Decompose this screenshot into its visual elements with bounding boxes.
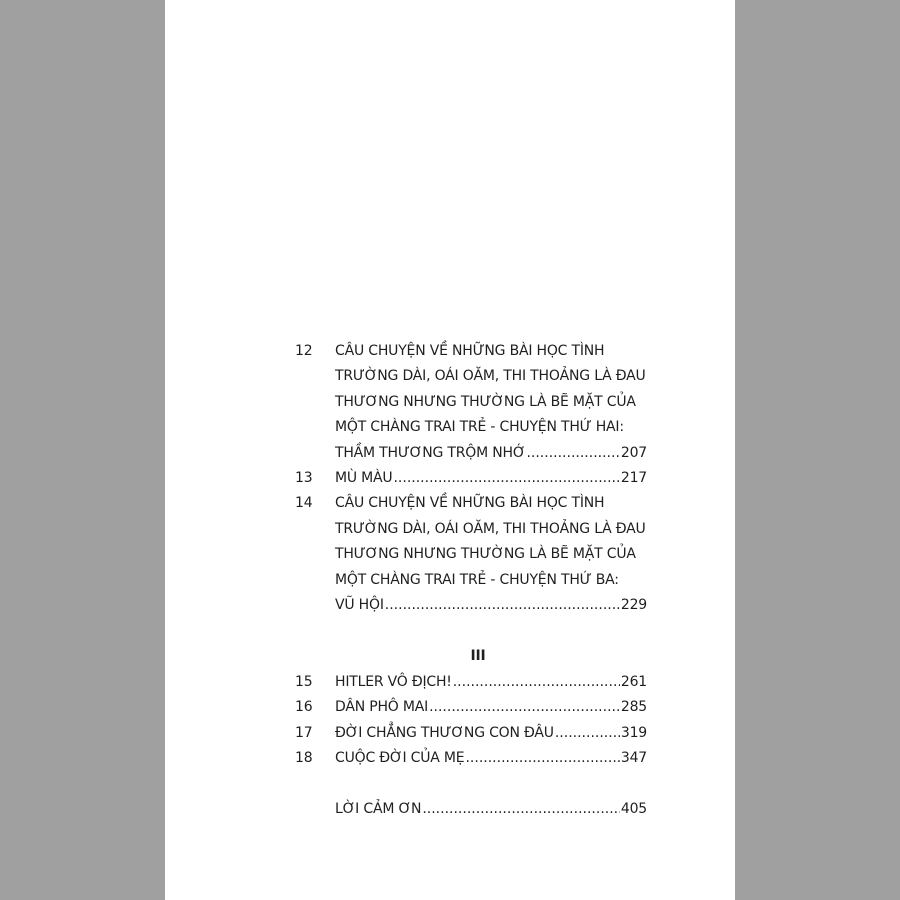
toc-entry-12 (295, 339, 647, 466)
toc-entry-13 (295, 466, 647, 491)
chapter-title-block (335, 339, 647, 466)
page-number: 217 (620, 469, 647, 486)
dot-leader (385, 593, 620, 618)
table-of-contents (295, 339, 647, 822)
chapter-title-block (335, 721, 647, 746)
chapter-title-text: HITLER VÔ ĐỊCH! (335, 673, 452, 690)
chapter-number: 14 (295, 495, 313, 512)
chapter-number: 15 (295, 673, 313, 690)
chapter-title-block (335, 491, 647, 618)
page-number: 319 (620, 724, 647, 741)
chapter-title-last-line (335, 466, 647, 491)
dot-leader (393, 466, 619, 491)
page-number: 405 (620, 800, 647, 817)
page-number: 285 (620, 699, 647, 716)
toc-entry-14 (295, 491, 647, 618)
chapter-title-line: MỘT CHÀNG TRAI TRẺ - CHUYỆN THỨ BA: (335, 571, 619, 588)
chapter-title-last-line (335, 593, 647, 618)
chapter-title-last-line (335, 695, 647, 720)
chapter-title-last-line (335, 441, 647, 466)
section-spacer (295, 771, 647, 796)
toc-entry-16 (295, 695, 647, 720)
toc-entry-15 (295, 670, 647, 695)
chapter-title-block (335, 695, 647, 720)
page-number: 261 (620, 673, 647, 690)
chapter-title-last-line (335, 670, 647, 695)
chapter-title-line: THƯƠNG NHƯNG THƯỜNG LÀ BẼ MẶT CỦA (335, 546, 636, 563)
page-number: 347 (620, 749, 647, 766)
dot-leader (429, 695, 620, 720)
chapter-title-line: CÂU CHUYỆN VỀ NHỮNG BÀI HỌC TÌNH (335, 495, 605, 512)
chapter-number: 18 (295, 749, 313, 766)
chapter-title-line: TRƯỜNG DÀI, OÁI OĂM, THI THOẢNG LÀ ĐAU (335, 520, 646, 537)
chapter-number: 16 (295, 699, 313, 716)
chapter-title-block (335, 670, 647, 695)
dot-leader (422, 797, 620, 822)
chapter-title-last-line (335, 797, 647, 822)
chapter-title-text: MÙ MÀU (335, 469, 393, 486)
chapter-title-text: DÂN PHÔ MAI (335, 699, 429, 716)
chapter-number: 12 (295, 343, 313, 359)
chapter-title-block (335, 746, 647, 771)
chapter-title-last-line (335, 746, 647, 771)
toc-entry-18 (295, 746, 647, 771)
chapter-title-text: CUỘC ĐỜI CỦA MẸ (335, 749, 465, 766)
book-page (165, 0, 735, 900)
dot-leader (526, 441, 619, 466)
chapter-title-block (335, 797, 647, 822)
chapter-title-block (335, 466, 647, 491)
chapter-title-line: THƯƠNG NHƯNG THƯỜNG LÀ BẼ MẶT CỦA (335, 393, 636, 410)
page-number: 207 (620, 444, 647, 461)
chapter-number: 13 (295, 469, 313, 486)
chapter-title-text: LỜI CẢM ƠN (335, 800, 422, 817)
toc-entry-acknowledgements (295, 797, 647, 822)
dot-leader (555, 721, 620, 746)
chapter-title-text: ĐỜI CHẲNG THƯƠNG CON ĐÂU (335, 724, 554, 741)
chapter-title-last-line (335, 721, 647, 746)
chapter-title-line: TRƯỜNG DÀI, OÁI OĂM, THI THOẢNG LÀ ĐAU (335, 368, 646, 385)
dot-leader (465, 746, 619, 771)
chapter-number: 17 (295, 724, 313, 741)
dot-leader (453, 670, 620, 695)
chapter-title-text: THẦM THƯƠNG TRỘM NHỚ (335, 444, 526, 461)
page-number: 229 (620, 596, 647, 613)
toc-entry-17 (295, 721, 647, 746)
chapter-title-line: CÂU CHUYỆN VỀ NHỮNG BÀI HỌC TÌNH (335, 343, 605, 359)
chapter-title-line: MỘT CHÀNG TRAI TRẺ - CHUYỆN THỨ HAI: (335, 419, 624, 436)
part-heading: III (470, 648, 486, 665)
chapter-title-text: VŨ HỘI (335, 596, 384, 613)
